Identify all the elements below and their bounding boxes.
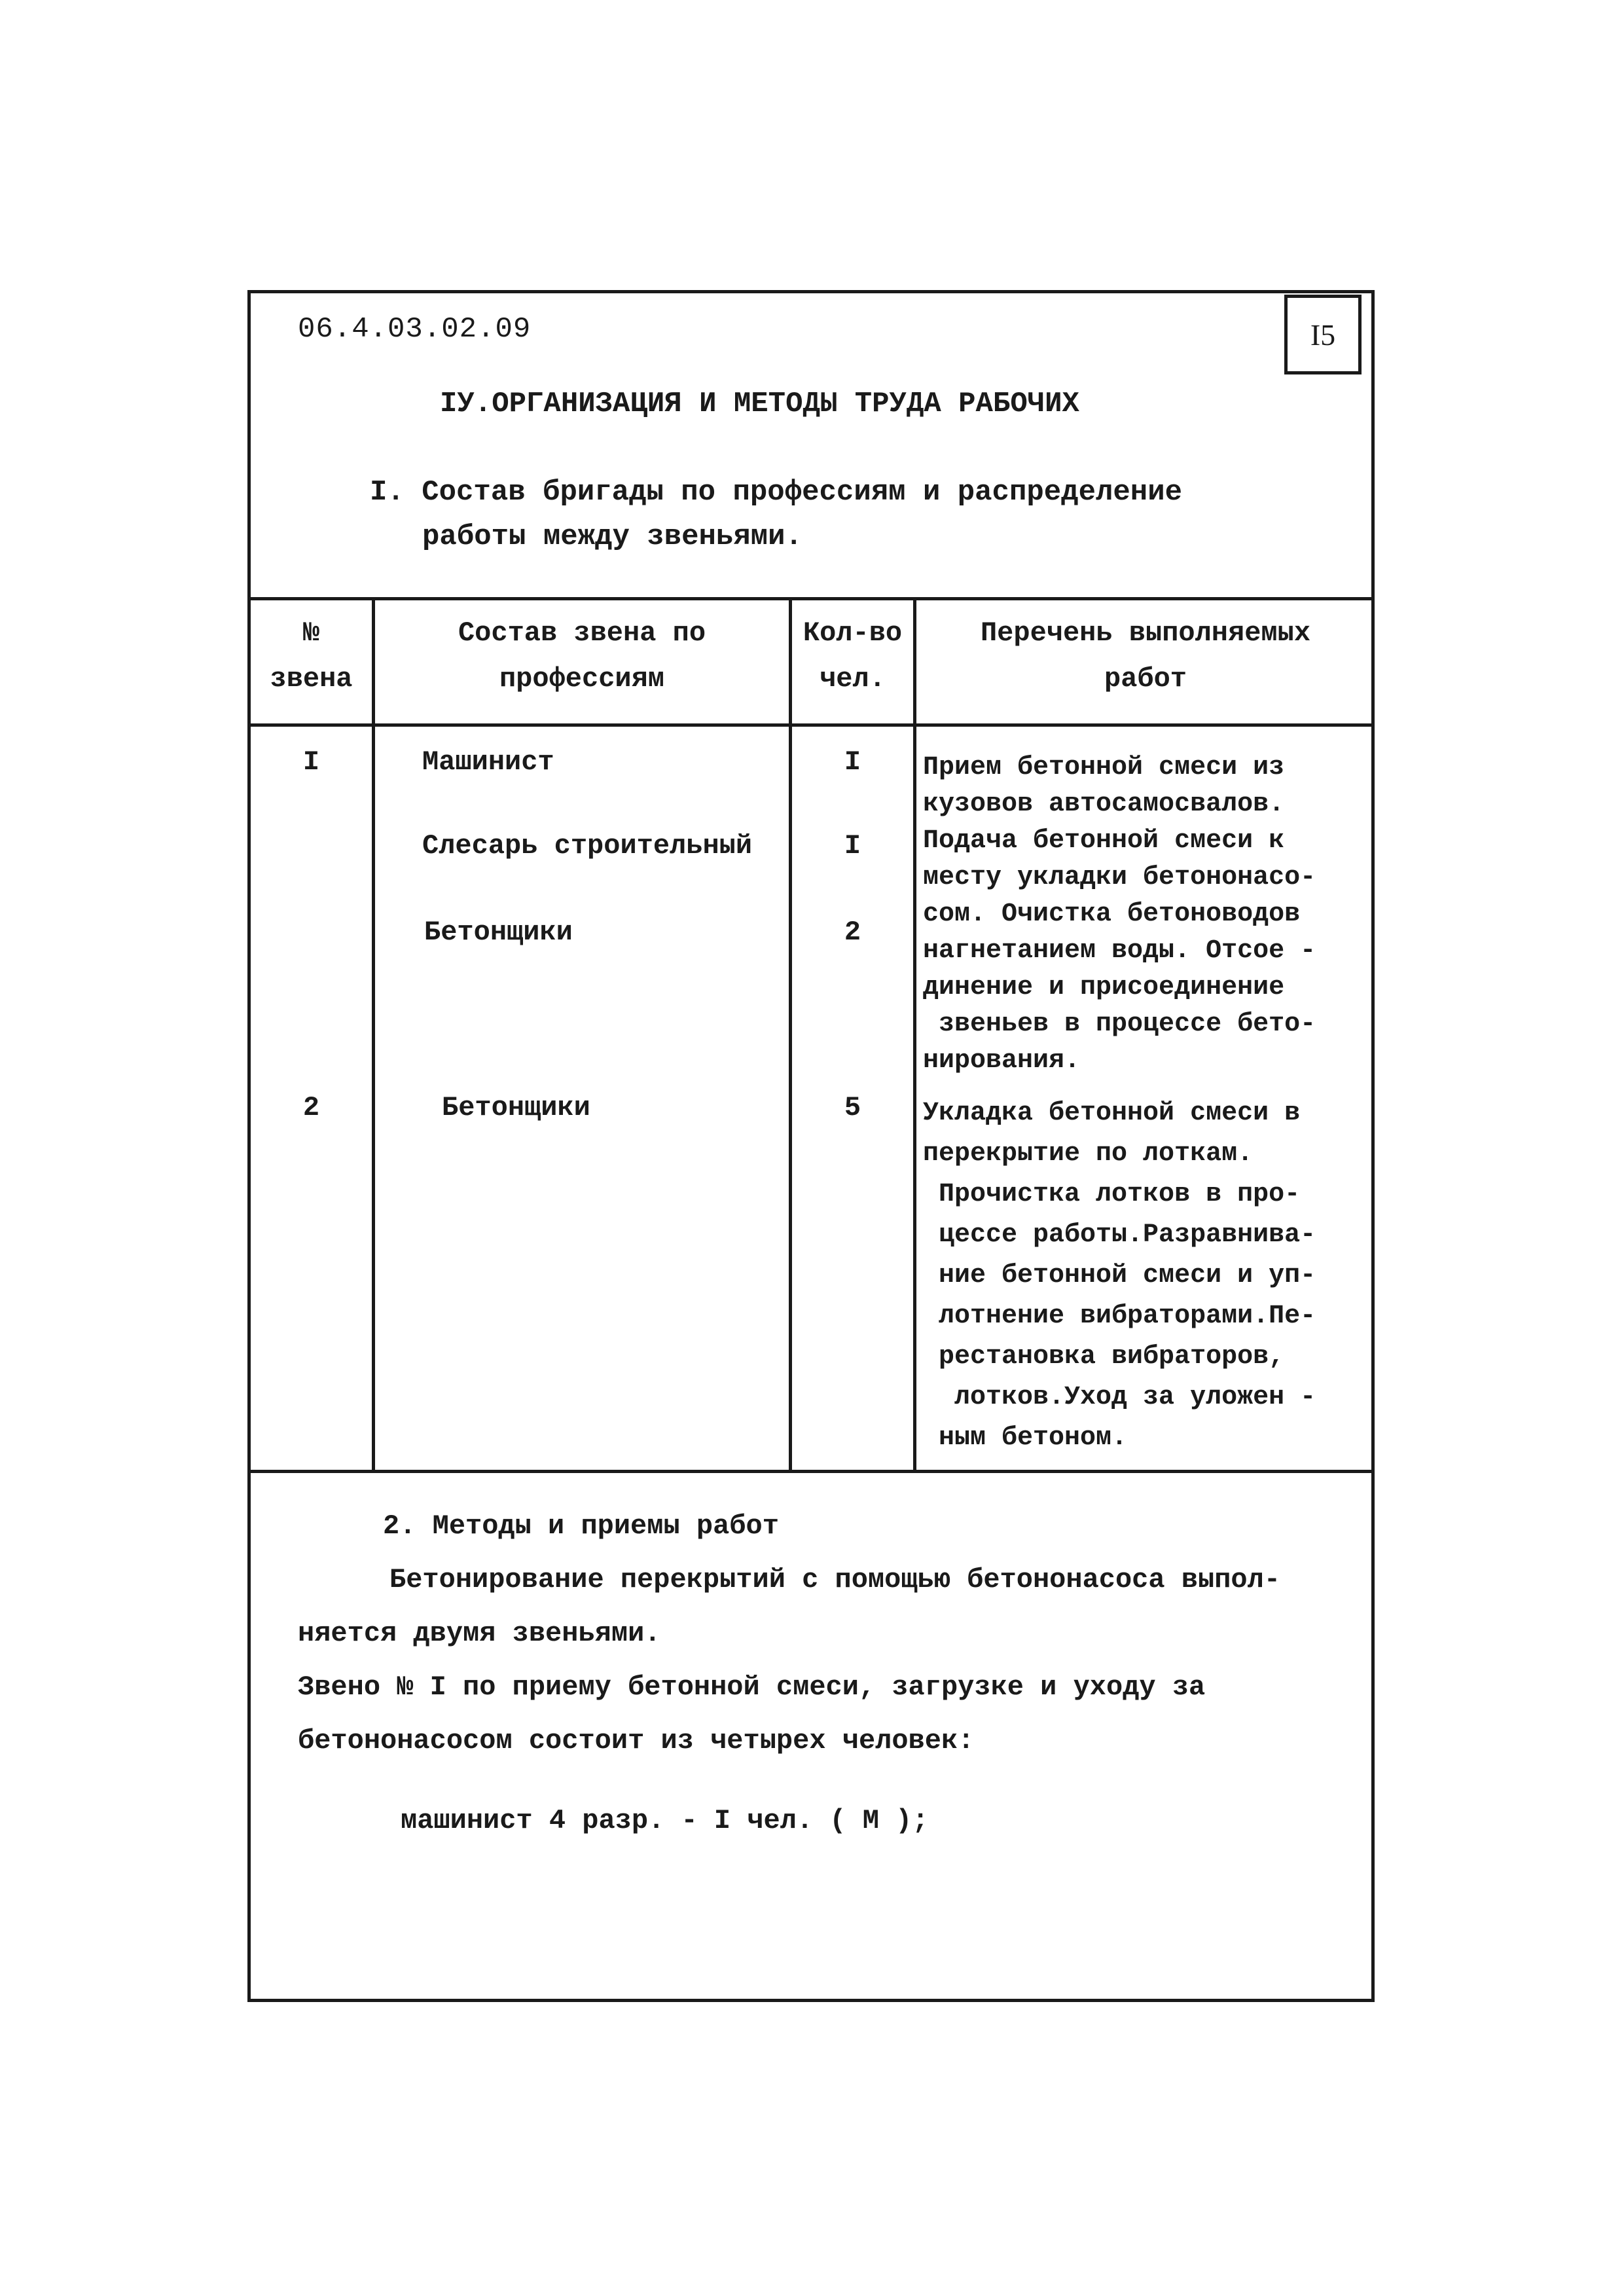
row-1-work-line: динение и присоединение xyxy=(923,973,1285,1002)
row-1-work-line: звеньев в процессе бето- xyxy=(923,1010,1316,1039)
table-col-divider-2 xyxy=(789,597,792,1473)
table-header-works xyxy=(916,610,1375,702)
subsection-line-2: работы между звеньями. xyxy=(422,520,803,553)
row-1-work-line: сом. Очистка бетоноводов xyxy=(923,900,1301,929)
table-header-rule xyxy=(247,723,1375,727)
row-1-profession-3: Бетонщики xyxy=(424,917,573,948)
row-1-profession-1: Машинист xyxy=(422,746,554,778)
row-2-work-line: цессе работы.Разравнива- xyxy=(923,1220,1316,1250)
row-1-work-line: Подача бетонной смеси к xyxy=(923,826,1285,856)
row-1-work-line: месту укладки бетононасо- xyxy=(923,863,1316,892)
header-composition-line-1: Состав звена по xyxy=(458,617,706,649)
row-2-work-line: рестановка вибраторов, xyxy=(923,1342,1285,1372)
table-col-divider-3 xyxy=(913,597,916,1473)
methods-paragraph-1-line-2: няется двумя звеньями. xyxy=(298,1618,661,1649)
header-composition-line-2: профессиям xyxy=(499,663,665,695)
page-number-box xyxy=(1284,295,1362,374)
section-title: IУ.ОРГАНИЗАЦИЯ И МЕТОДЫ ТРУДА РАБОЧИХ xyxy=(440,388,1079,420)
document-code: 06.4.03.02.09 xyxy=(298,313,532,346)
header-link-line-1: № xyxy=(302,617,320,649)
table-col-divider-1 xyxy=(372,597,375,1473)
header-works-line-2: работ xyxy=(1104,663,1187,695)
page-number: I5 xyxy=(1310,318,1336,352)
table-top-rule xyxy=(247,597,1375,600)
methods-paragraph-2-line-1: Звено № I по приему бетонной смеси, загрузке и уходу за xyxy=(298,1671,1206,1703)
row-1-work-line: Прием бетонной смеси из xyxy=(923,753,1285,782)
row-1-works xyxy=(923,750,1368,1080)
table-header-composition xyxy=(375,610,789,702)
row-2-work-line: перекрытие по лоткам. xyxy=(923,1139,1254,1169)
table-header-link-number xyxy=(251,610,372,702)
row-1-count-2: I xyxy=(844,830,861,862)
subsection-heading xyxy=(370,470,1182,559)
row-1-link: I xyxy=(302,746,320,778)
row-2-work-line: ным бетоном. xyxy=(923,1423,1128,1453)
table-header-count xyxy=(792,610,913,702)
row-2-work-line: лотков.Уход за уложен - xyxy=(923,1383,1316,1412)
header-count-line-1: Кол-во xyxy=(803,617,903,649)
row-2-count-1: 5 xyxy=(844,1092,861,1123)
methods-paragraph-2-line-2: бетононасосом состоит из четырех человек: xyxy=(298,1725,975,1757)
row-2-link: 2 xyxy=(302,1092,320,1123)
row-1-count-1: I xyxy=(844,746,861,778)
row-1-work-line: нагнетанием воды. Отсое - xyxy=(923,936,1316,966)
row-2-work-line: лотнение вибраторами.Пе- xyxy=(923,1302,1316,1331)
row-1-work-line: нирования. xyxy=(923,1046,1081,1076)
header-link-line-2: звена xyxy=(270,663,353,695)
row-1-count-3: 2 xyxy=(844,917,861,948)
methods-title: 2. Методы и приемы работ xyxy=(383,1510,779,1542)
header-works-line-1: Перечень выполняемых xyxy=(980,617,1311,649)
methods-paragraph-1-line-1: Бетонирование перекрытий с помощью бетононасоса выпол- xyxy=(389,1564,1281,1595)
row-2-work-line: Укладка бетонной смеси в xyxy=(923,1099,1301,1128)
subsection-line-1: I. Состав бригады по профессиям и распределение xyxy=(370,476,1183,509)
table-bottom-rule xyxy=(247,1470,1375,1473)
methods-list-item-1: машинист 4 разр. - I чел. ( М ); xyxy=(401,1805,929,1836)
row-2-work-line: ние бетонной смеси и уп- xyxy=(923,1261,1316,1290)
header-count-line-2: чел. xyxy=(820,663,886,695)
row-1-work-line: кузовов автосамосвалов. xyxy=(923,790,1285,819)
row-2-works xyxy=(923,1093,1368,1459)
row-2-work-line: Прочистка лотков в про- xyxy=(923,1180,1301,1209)
row-1-profession-2: Слесарь строительный xyxy=(422,830,753,862)
row-2-profession-1: Бетонщики xyxy=(442,1092,590,1123)
